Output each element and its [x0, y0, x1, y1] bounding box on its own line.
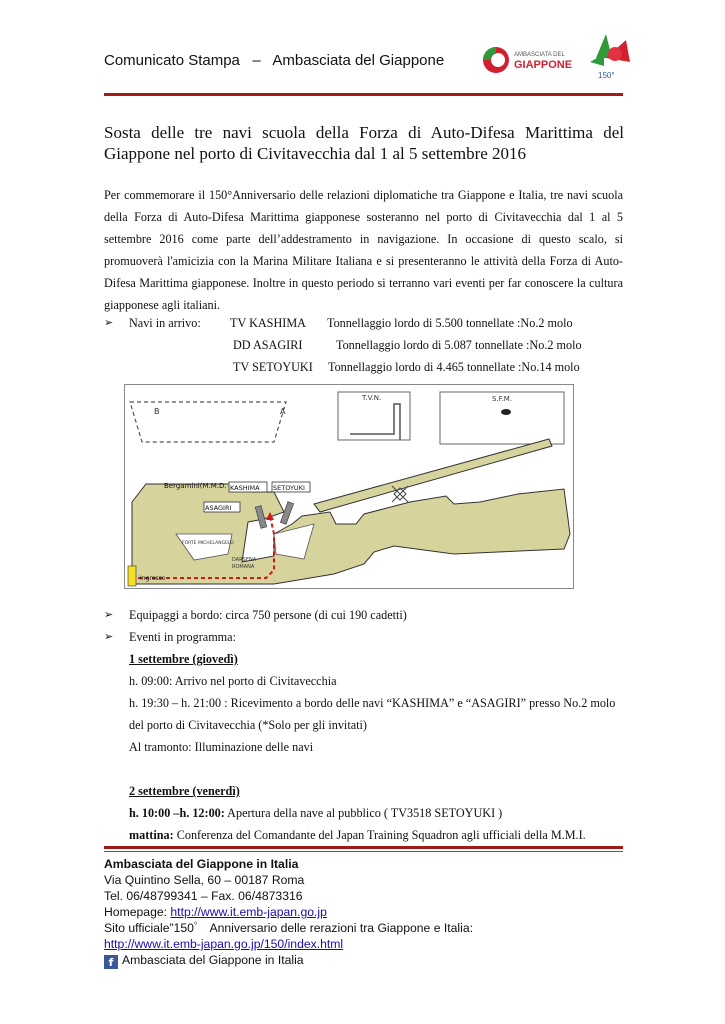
arrow-bullet-icon: ➢: [104, 630, 114, 643]
footer-address: Via Quintino Sella, 60 – 00187 Roma: [104, 873, 305, 887]
arrow-bullet-icon: ➢: [104, 608, 114, 621]
day1-item: h. 09:00: Arrivo nel porto di Civitavecchia: [129, 674, 337, 688]
map-label-a: A: [280, 407, 286, 416]
homepage-link[interactable]: http://www.it.emb-japan.go.jp: [170, 905, 327, 919]
embassy-150-logo: [478, 28, 638, 84]
ship-info: Tonnellaggio lordo di 4.465 tonnellate :No.14 molo: [328, 360, 580, 374]
ship-name: DD ASAGIRI: [233, 338, 303, 352]
map-label-setoyuki: SETOYUKI: [273, 484, 305, 492]
day2-item-text: Conferenza del Comandante del Japan Training Squadron agli ufficiali della M.M.I.: [173, 828, 586, 842]
map-label-ingresso: Ingresso: [140, 575, 166, 582]
day1-item: h. 19:30 – h. 21:00 : Ricevimento a bordo delle navi “KASHIMA” e “ASAGIRI” presso No.2 molo del porto di Civitavecchia (*Solo per gli invitati): [129, 696, 616, 732]
day1-block: [104, 648, 623, 846]
map-label-darsena: DARSENA: [232, 557, 257, 563]
page-title: [104, 122, 624, 164]
day2-item: [129, 824, 623, 846]
footer-divider: [104, 846, 623, 849]
port-map: [124, 384, 574, 589]
header-title: Comunicato Stampa – Ambasciata del Giappone: [104, 52, 445, 69]
ship-info: Tonnellaggio lordo di 5.087 tonnellate :No.2 molo: [336, 338, 582, 352]
map-label-sfm: S.F.M.: [492, 395, 513, 403]
map-label-b: B: [154, 407, 160, 416]
events-item: [104, 626, 623, 648]
day1-item: Al tramonto: Illuminazione delle navi: [129, 740, 314, 754]
logo-badge: 150°: [598, 71, 615, 80]
day1-heading: 1 settembre (giovedì): [129, 652, 238, 666]
footer-phone: Tel. 06/48799341 – Fax. 06/4873316: [104, 889, 303, 903]
map-label-kashima: KASHIMA: [230, 484, 260, 492]
day2-item: [129, 802, 623, 824]
crew-text: Equipaggi a bordo: circa 750 persone (di cui 190 cadetti): [129, 608, 407, 622]
title-line-1: Sosta delle tre navi scuola della Forza di Auto-Difesa Marittima del: [104, 123, 624, 142]
day2-item-time: mattina:: [129, 828, 174, 842]
arrow-bullet-icon: ➢: [104, 316, 114, 329]
japan-circle-icon: [483, 47, 509, 73]
map-label-forte: FORTE MICHELANGELO: [182, 541, 234, 546]
ship-info: Tonnellaggio lordo di 5.500 tonnellate :No.2 molo: [327, 316, 573, 330]
homepage-label: Homepage:: [104, 905, 171, 919]
events-section: [104, 604, 623, 846]
footer-divider-thin: [104, 851, 623, 852]
day2-item-text: Apertura della nave al pubblico ( TV3518 SETOYUKI ): [224, 806, 503, 820]
site-link[interactable]: http://www.it.emb-japan.go.jp/150/index.html: [104, 937, 344, 951]
anniversary-flag-icon: [590, 34, 630, 66]
ships-list: [104, 312, 624, 378]
footer-homepage: [104, 904, 624, 920]
ships-label: Navi in arrivo:: [129, 316, 201, 330]
crew-item: [104, 604, 623, 626]
intro-paragraph: Per commemorare il 150°Anniversario delle relazioni diplomatiche tra Giappone e Italia, tre navi scuola della Forza di Auto-Difesa Marittima giapponese sosteranno nel porto di Civitavecchia dal 1 al 5 settembre 2016 come parte dell’addestramento in navigazione. In occasione di questo scalo, si promuoverà l'amicizia con la Marina Militare Italiana e si presenteranno le attività della Forza di Auto-Difesa Marittima giapponese. Inoltre in questo periodo si terranno vari eventi per far conoscere la cultura giapponese agli italiani.: [104, 188, 623, 312]
map-label-romana: ROMANA: [232, 564, 255, 570]
footer: [104, 856, 624, 969]
day2-item-time: h. 10:00 –h. 12:00:: [129, 806, 225, 820]
logo-text-top: AMBASCIATA DEL: [514, 52, 565, 58]
map-label-asagiri: ASAGIRI: [205, 504, 232, 512]
map-label-tvn: T.V.N.: [362, 394, 382, 402]
day2-heading: 2 settembre (venerdì): [129, 784, 240, 798]
footer-site-label: Sito ufficiale”150゜ Anniversario delle rerazioni tra Giappone e Italia:: [104, 921, 473, 935]
ship-name: TV KASHIMA: [230, 316, 306, 330]
ship-row: [104, 312, 624, 334]
ship-row: [104, 356, 624, 378]
logo-text-main: GIAPPONE: [514, 59, 573, 71]
ship-name: TV SETOYUKI: [233, 360, 313, 374]
facebook-row[interactable]: [104, 952, 624, 969]
header-divider: [104, 93, 623, 96]
ship-row: [104, 334, 624, 356]
events-label: Eventi in programma:: [129, 630, 236, 644]
footer-org: Ambasciata del Giappone in Italia: [104, 857, 299, 871]
facebook-label: Ambasciata del Giappone in Italia: [122, 953, 304, 967]
facebook-icon[interactable]: f: [104, 955, 118, 969]
map-label-bergamini: Bergamini(M.M.D.: [164, 482, 227, 490]
title-line-2: Giappone nel porto di Civitavecchia dal 1 al 5 settembre 2016: [104, 144, 527, 163]
